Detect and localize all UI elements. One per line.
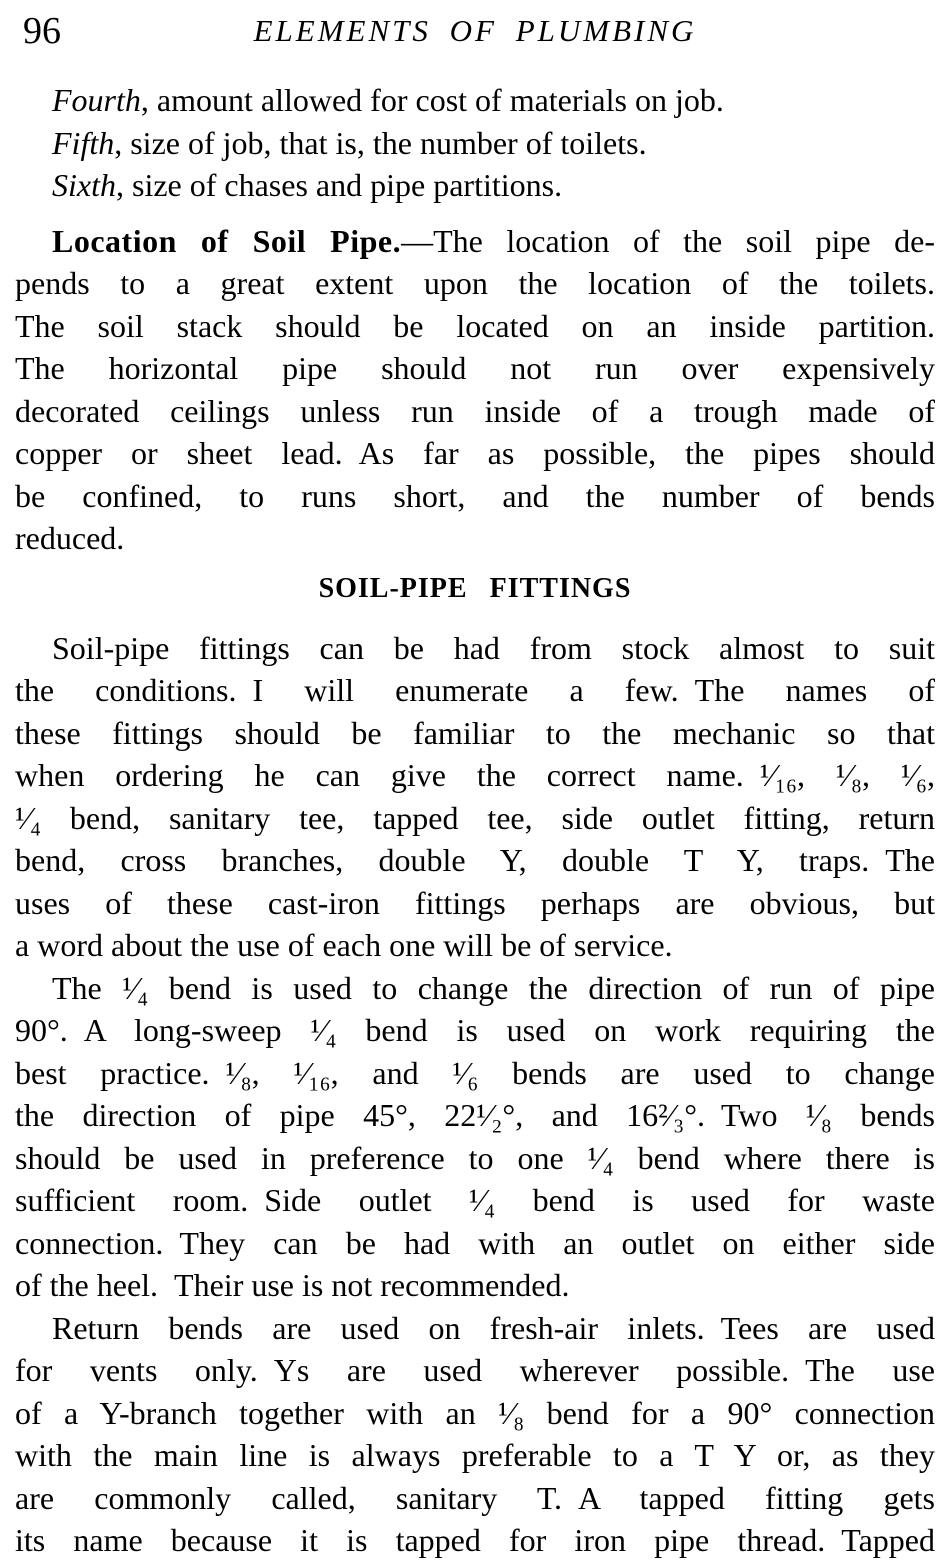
running-title: ELEMENTS OF PLUMBING	[253, 13, 697, 48]
body-text: Return bends are used on fresh-air inlets. Tees are used	[52, 1309, 935, 1346]
body-text: , size of chases and pipe partitions.	[115, 167, 563, 203]
body-text: uses of these cast-iron fittings perhaps are obvious, but	[15, 884, 935, 921]
body-text: of a Y-branch together with an ¹⁄₈ bend for a 90° connection	[15, 1394, 935, 1431]
paragraph	[15, 627, 935, 967]
text-line	[15, 754, 935, 797]
text-line	[15, 627, 935, 670]
text-line	[15, 79, 935, 122]
text-line	[15, 122, 935, 165]
body-text: bend, cross branches, double Y, double T Y, traps. The	[15, 842, 935, 878]
text-line	[15, 1349, 935, 1392]
text-line	[15, 164, 935, 207]
body-text: connection. They can be had with an outlet on either side	[15, 1224, 935, 1261]
text-line	[15, 1477, 935, 1520]
body-text: are commonly called, sanitary T. A tapped fitting gets	[15, 1479, 935, 1516]
section-heading: SOIL-PIPE FITTINGS	[318, 572, 632, 604]
text-line	[15, 839, 935, 882]
paragraph	[15, 967, 935, 1307]
text-line	[15, 1137, 935, 1180]
body-text: when ordering he can give the correct name. ¹⁄₁₆, ¹⁄₈, ¹⁄₆,	[15, 757, 935, 793]
body-text: these fittings should be familiar to the mechanic so that	[15, 714, 935, 751]
text-line	[15, 517, 935, 560]
text-line	[15, 1052, 935, 1095]
text-line	[15, 1519, 935, 1562]
body-text: The soil stack should be located on an inside partition.	[15, 307, 935, 344]
text-line	[15, 1222, 935, 1265]
body-text: pends to a great extent upon the location of the toilets.	[15, 265, 935, 301]
text-line	[15, 712, 935, 755]
text-line	[15, 305, 935, 348]
body-text: decorated ceilings unless run inside of a trough made of	[15, 392, 935, 429]
text-line	[15, 475, 935, 518]
body-text: for vents only. Ys are used wherever possible. The use	[15, 1352, 935, 1388]
text-line	[15, 882, 935, 925]
paragraph	[15, 1307, 935, 1562]
body-text: The ¹⁄₄ bend is used to change the direction of run of pipe	[52, 969, 935, 1006]
body-text: its name because it is tapped for iron pipe thread. Tapped	[15, 1522, 935, 1558]
text-line	[15, 1434, 935, 1477]
text-line	[15, 1009, 935, 1052]
body-text: ¹⁄₄ bend, sanitary tee, tapped tee, side outlet fitting, return	[15, 799, 935, 836]
page-number: 96	[23, 10, 61, 52]
italic-lead-text: Fourth	[52, 82, 141, 118]
text-line	[15, 1094, 935, 1137]
body-text: best practice. ¹⁄₈, ¹⁄₁₆, and ¹⁄₆ bends are used to change	[15, 1054, 935, 1091]
page-body	[15, 79, 935, 1562]
body-text: The horizontal pipe should not run over expensively	[15, 350, 935, 386]
text-line	[15, 220, 935, 263]
page-header	[15, 8, 935, 54]
text-line	[15, 924, 935, 967]
text-line	[15, 797, 935, 840]
body-text: be confined, to runs short, and the number of bends	[15, 477, 935, 514]
text-line	[15, 967, 935, 1010]
body-text: a word about the use of each one will be of service.	[15, 927, 673, 963]
body-text: —The location of the soil pipe de-	[401, 222, 935, 259]
body-text: the direction of pipe 45°, 22¹⁄₂°, and 16²⁄₃°. Two ¹⁄₈ bends	[15, 1097, 935, 1133]
body-text: should be used in preference to one ¹⁄₄ bend where there is	[15, 1139, 935, 1176]
body-text: with the main line is always preferable to a T Y or, as they	[15, 1437, 935, 1473]
body-text: , size of job, that is, the number of toilets.	[114, 124, 647, 161]
body-text: of the heel. Their use is not recommended.	[15, 1267, 570, 1303]
italic-lead-text: Sixth	[52, 167, 116, 203]
italic-lead-text: Fifth	[52, 124, 115, 161]
text-line	[15, 1307, 935, 1350]
body-text: reduced.	[15, 520, 125, 556]
text-line	[15, 432, 935, 475]
text-line	[15, 669, 935, 712]
text-line	[15, 1264, 935, 1307]
text-line	[15, 390, 935, 433]
body-text: Soil-pipe fittings can be had from stock almost to suit	[52, 629, 935, 666]
paragraph	[15, 220, 935, 560]
text-line	[15, 262, 935, 305]
body-text: sufficient room. Side outlet ¹⁄₄ bend is used for waste	[15, 1182, 935, 1218]
bold-lead-text: Location of Soil Pipe.	[52, 222, 402, 259]
body-text: 90°. A long-sweep ¹⁄₄ bend is used on work requiring the	[15, 1012, 935, 1048]
body-text: the conditions. I will enumerate a few. The names of	[15, 672, 935, 708]
paragraph	[15, 79, 935, 207]
text-line	[15, 1179, 935, 1222]
body-text: , amount allowed for cost of materials on job.	[140, 82, 724, 118]
text-line	[15, 1392, 935, 1435]
body-text: copper or sheet lead. As far as possible, the pipes should	[15, 435, 935, 471]
text-line	[15, 347, 935, 390]
